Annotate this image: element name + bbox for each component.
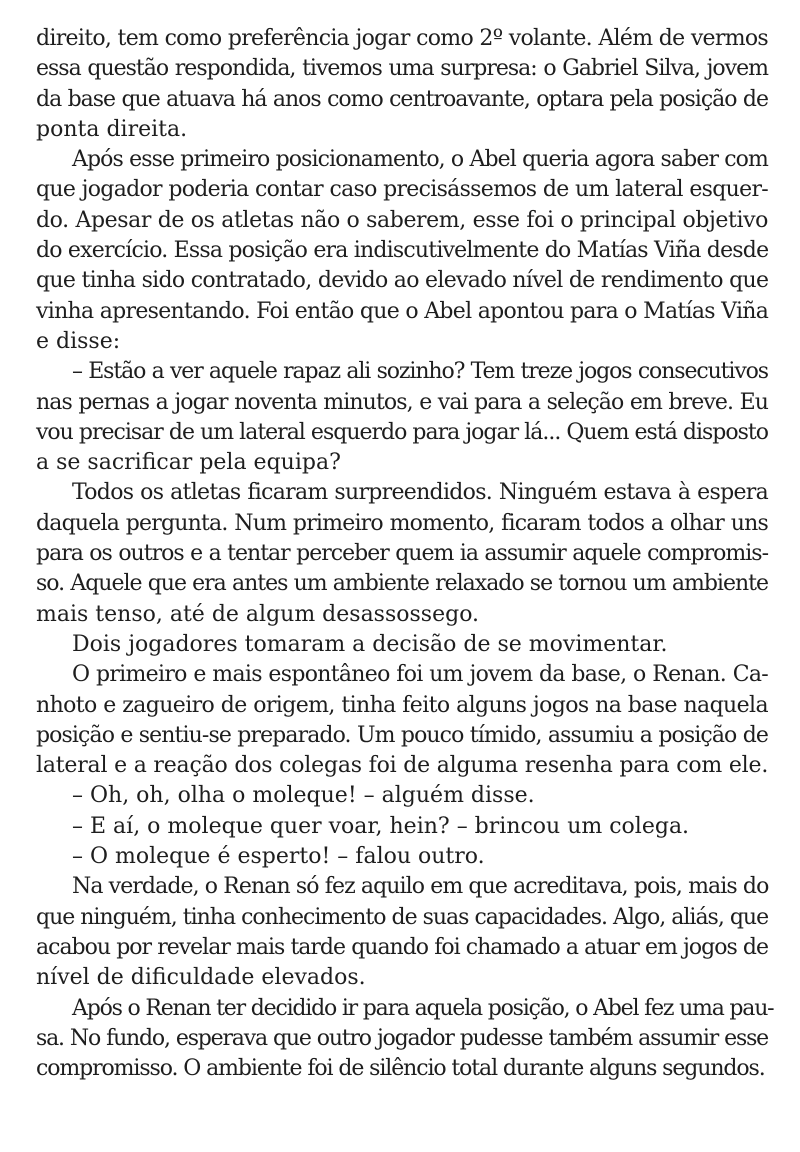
text-line: que jogador poderia contar caso precisássemos de um lateral esquer- — [36, 177, 768, 203]
text-line: – O moleque é esperto! – falou outro. — [72, 844, 485, 870]
paragraph — [36, 812, 768, 842]
text-line: nhoto e zagueiro de origem, tinha feito alguns jogos na base naquela — [36, 692, 768, 718]
text-line: Dois jogadores tomaram a decisão de se movimentar. — [72, 631, 668, 657]
text-line: – E aí, o moleque quer voar, hein? – brincou um colega. — [72, 813, 690, 839]
text-line: que tinha sido contratado, devido ao elevado nível de rendimento que — [36, 268, 769, 294]
text-line: para os outros e a tentar perceber quem ia assumir aquele compromis- — [36, 541, 768, 567]
text-line: direito, tem como preferência jogar como 2º volante. Além de vermos — [36, 26, 768, 51]
text-line: essa questão respondida, tivemos uma surpresa: o Gabriel Silva, jovem — [36, 56, 768, 82]
text-line: nas pernas a jogar noventa minutos, e vai para a seleção em breve. Eu — [36, 389, 768, 415]
text-line: compromisso. O ambiente foi de silêncio total durante alguns segundos. — [36, 1056, 765, 1082]
text-line: Na verdade, o Renan só fez aquilo em que acreditava, pois, mais do — [72, 874, 769, 900]
text-line: a se sacrificar pela equipa? — [36, 450, 341, 476]
paragraph — [36, 24, 768, 145]
text-line: ponta direita. — [36, 116, 188, 142]
text-line: do. Apesar de os atletas não o saberem, esse foi o principal objetivo — [36, 207, 768, 233]
paragraph — [36, 872, 768, 993]
text-line: e disse: — [36, 328, 121, 354]
book-page-text — [36, 24, 774, 1084]
text-line: acabou por revelar mais tarde quando foi chamado a atuar em jogos de — [36, 934, 768, 960]
text-line: lateral e a reação dos colegas foi de alguma resenha para com ele. — [36, 753, 769, 779]
text-line: sa. No fundo, esperava que outro jogador pudesse também assumir esse — [36, 1025, 768, 1051]
text-line: vou precisar de um lateral esquerdo para jogar lá... Quem está disposto — [36, 419, 768, 445]
text-line: posição e sentiu-se preparado. Um pouco tímido, assumiu a posição de — [36, 722, 768, 748]
text-line: so. Aquele que era antes um ambiente relaxado se tornou um ambiente — [36, 571, 768, 597]
paragraph — [36, 357, 768, 478]
text-line: – Oh, oh, olha o moleque! – alguém disse. — [72, 783, 535, 809]
paragraph — [36, 478, 768, 629]
text-line: Após esse primeiro posicionamento, o Abel queria agora saber com — [72, 147, 768, 173]
text-line: Após o Renan ter decidido ir para aquela posição, o Abel fez uma pau- — [72, 995, 774, 1021]
paragraph — [36, 660, 768, 781]
paragraph — [36, 842, 768, 872]
paragraph — [36, 145, 768, 357]
text-line: da base que atuava há anos como centroavante, optara pela posição de — [36, 86, 768, 112]
paragraph — [36, 781, 768, 811]
text-line: que ninguém, tinha conhecimento de suas capacidades. Algo, aliás, que — [36, 904, 769, 930]
paragraph — [36, 630, 768, 660]
text-line: nível de dificuldade elevados. — [36, 965, 366, 991]
text-line: do exercício. Essa posição era indiscutivelmente do Matías Viña desde — [36, 238, 769, 264]
text-line: daquela pergunta. Num primeiro momento, ficaram todos a olhar uns — [36, 510, 768, 536]
text-line: vinha apresentando. Foi então que o Abel apontou para o Matías Viña — [36, 298, 769, 324]
text-line: – Estão a ver aquele rapaz ali sozinho? Tem treze jogos consecutivos — [72, 359, 768, 385]
text-line: Todos os atletas ficaram surpreendidos. Ninguém estava à espera — [72, 480, 768, 506]
paragraph — [36, 994, 774, 1085]
text-line: mais tenso, até de algum desassossego. — [36, 601, 480, 627]
text-line: O primeiro e mais espontâneo foi um jovem da base, o Renan. Ca- — [72, 662, 768, 688]
